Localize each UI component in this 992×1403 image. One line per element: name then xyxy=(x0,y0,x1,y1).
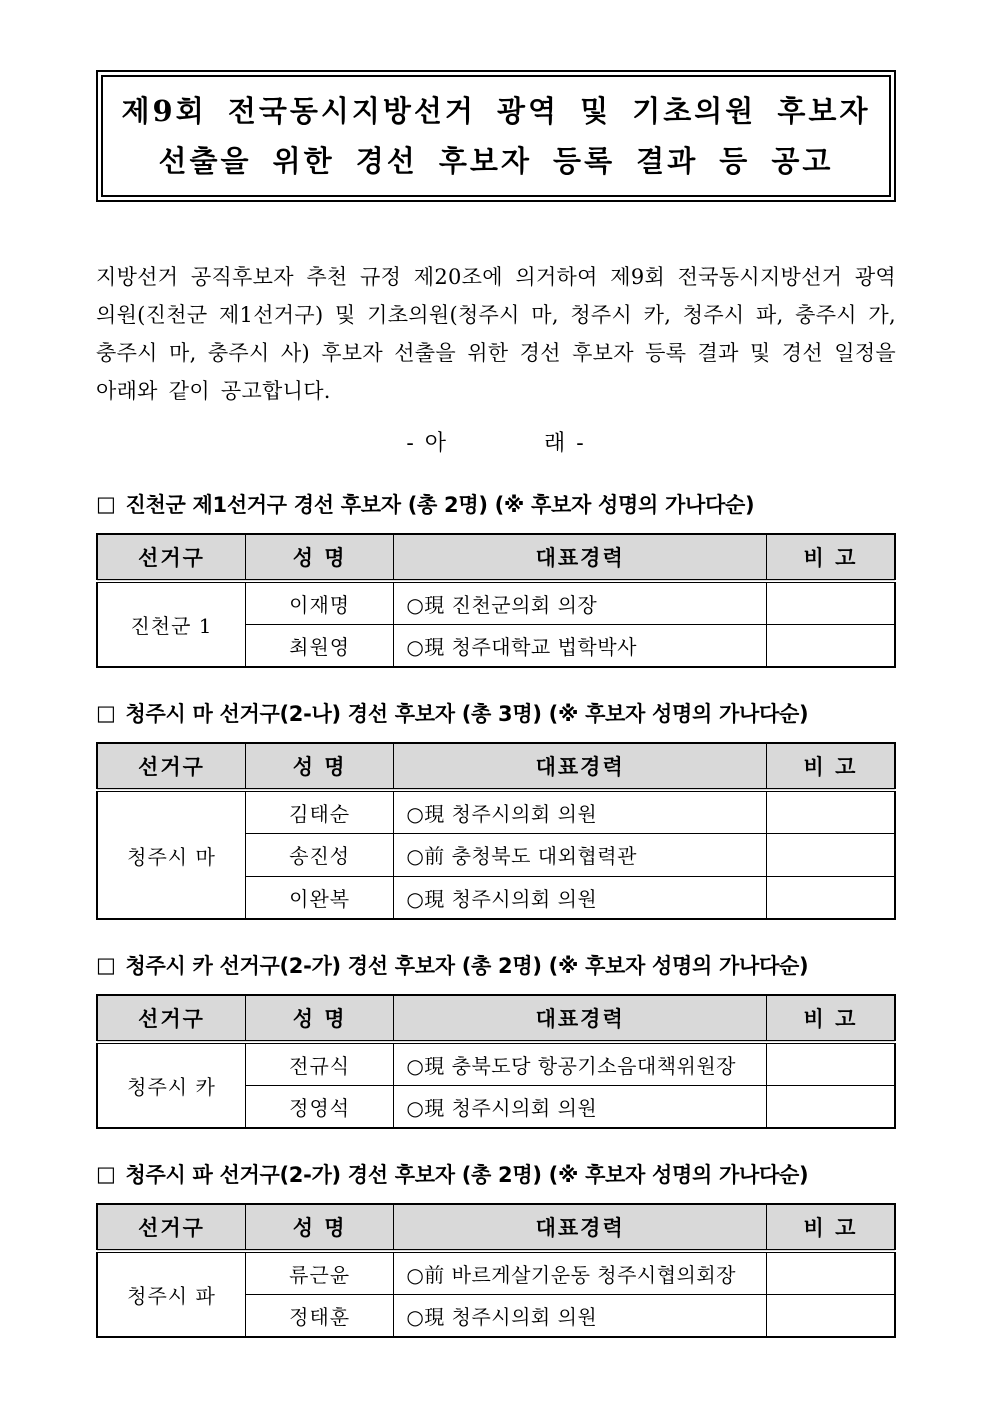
below-divider: - 아 래 - xyxy=(406,431,586,456)
candidate-table xyxy=(96,742,896,920)
candidate-note-cell xyxy=(767,1042,896,1085)
candidate-name-cell: 류근윤 xyxy=(245,1251,393,1294)
candidate-note-cell xyxy=(767,1251,896,1294)
candidate-note-cell xyxy=(767,624,896,667)
section-checkbox-icon: □ xyxy=(96,492,116,516)
candidate-note-cell xyxy=(767,876,896,919)
district-cell: 진천군 1 xyxy=(97,581,245,667)
section-heading-text: 청주시 파 선거구(2-가) 경선 후보자 (총 2명) (※ 후보자 성명의 가나다순) xyxy=(125,1163,809,1187)
district-cell: 청주시 카 xyxy=(97,1042,245,1128)
candidate-career-cell: ○現 청주대학교 법학박사 xyxy=(394,624,767,667)
district-cell: 청주시 파 xyxy=(97,1251,245,1337)
table-header-row xyxy=(97,995,895,1042)
candidate-table xyxy=(96,1203,896,1338)
section-heading-text: 청주시 카 선거구(2-가) 경선 후보자 (총 2명) (※ 후보자 성명의 가나다순) xyxy=(125,954,809,978)
intro-paragraph: 지방선거 공직후보자 추천 규정 제20조에 의거하여 제9회 전국동시지방선거 광역의원(진천군 제1선거구) 및 기초의원(청주시 마, 청주시 카, 청주시 파, 충주시 가, 충주시 마, 충주시 사) 후보자 선출을 위한 경선 후보자 등록 결과 및 경선 일정을 아래와 같이 공고합니다. xyxy=(96,265,896,403)
table-header-row xyxy=(97,1204,895,1251)
section-heading xyxy=(96,489,896,519)
district-cell: 청주시 마 xyxy=(97,790,245,919)
candidate-career-cell: ○現 진천군의회 의장 xyxy=(394,581,767,624)
section-heading xyxy=(96,950,896,980)
title-box xyxy=(96,70,896,202)
candidate-name-cell: 이재명 xyxy=(245,581,393,624)
section-checkbox-icon: □ xyxy=(96,701,116,725)
candidate-career-cell: ○現 청주시의회 의원 xyxy=(394,1294,767,1337)
section-heading xyxy=(96,1159,896,1189)
section-checkbox-icon: □ xyxy=(96,1162,116,1186)
table-header-row xyxy=(97,743,895,790)
col-header-district: 선거구 xyxy=(97,743,245,790)
col-header-note: 비 고 xyxy=(767,743,896,790)
col-header-name: 성 명 xyxy=(245,995,393,1042)
col-header-name: 성 명 xyxy=(245,534,393,581)
section-heading-text: 청주시 마 선거구(2-나) 경선 후보자 (총 3명) (※ 후보자 성명의 가나다순) xyxy=(125,702,809,726)
section xyxy=(96,489,896,668)
col-header-district: 선거구 xyxy=(97,1204,245,1251)
col-header-district: 선거구 xyxy=(97,534,245,581)
section xyxy=(96,1159,896,1338)
candidate-name-cell: 이완복 xyxy=(245,876,393,919)
section-heading xyxy=(96,698,896,728)
candidate-career-cell: ○現 청주시의회 의원 xyxy=(394,1085,767,1128)
document-title-line1: 제9회 전국동시지방선거 광역 및 기초의원 후보자 xyxy=(121,94,871,128)
table-row xyxy=(97,1042,895,1085)
col-header-district: 선거구 xyxy=(97,995,245,1042)
title-box-inner xyxy=(101,75,891,197)
col-header-career: 대표경력 xyxy=(394,743,767,790)
section-checkbox-icon: □ xyxy=(96,953,116,977)
col-header-career: 대표경력 xyxy=(394,534,767,581)
candidate-note-cell xyxy=(767,833,896,876)
candidate-career-cell: ○現 청주시의회 의원 xyxy=(394,876,767,919)
candidate-name-cell: 정영석 xyxy=(245,1085,393,1128)
col-header-name: 성 명 xyxy=(245,1204,393,1251)
candidate-name-cell: 최원영 xyxy=(245,624,393,667)
col-header-note: 비 고 xyxy=(767,534,896,581)
candidate-name-cell: 정태훈 xyxy=(245,1294,393,1337)
candidate-career-cell: ○現 충북도당 항공기소음대책위원장 xyxy=(394,1042,767,1085)
candidate-career-cell: ○前 바르게살기운동 청주시협의회장 xyxy=(394,1251,767,1294)
candidate-table xyxy=(96,994,896,1129)
section xyxy=(96,698,896,920)
candidate-note-cell xyxy=(767,1294,896,1337)
candidate-name-cell: 김태순 xyxy=(245,790,393,833)
table-row xyxy=(97,790,895,833)
document-title-line2: 선출을 위한 경선 후보자 등록 결과 등 공고 xyxy=(158,144,834,178)
col-header-name: 성 명 xyxy=(245,743,393,790)
table-header-row xyxy=(97,534,895,581)
col-header-career: 대표경력 xyxy=(394,1204,767,1251)
candidate-table xyxy=(96,533,896,668)
candidate-note-cell xyxy=(767,1085,896,1128)
candidate-note-cell xyxy=(767,581,896,624)
col-header-note: 비 고 xyxy=(767,995,896,1042)
col-header-note: 비 고 xyxy=(767,1204,896,1251)
table-row xyxy=(97,581,895,624)
col-header-career: 대표경력 xyxy=(394,995,767,1042)
section-heading-text: 진천군 제1선거구 경선 후보자 (총 2명) (※ 후보자 성명의 가나다순) xyxy=(125,493,755,517)
candidate-career-cell: ○現 청주시의회 의원 xyxy=(394,790,767,833)
candidate-career-cell: ○前 충청북도 대외협력관 xyxy=(394,833,767,876)
table-row xyxy=(97,1251,895,1294)
candidate-name-cell: 전규식 xyxy=(245,1042,393,1085)
candidate-note-cell xyxy=(767,790,896,833)
sections-container xyxy=(96,489,896,1338)
section xyxy=(96,950,896,1129)
candidate-name-cell: 송진성 xyxy=(245,833,393,876)
